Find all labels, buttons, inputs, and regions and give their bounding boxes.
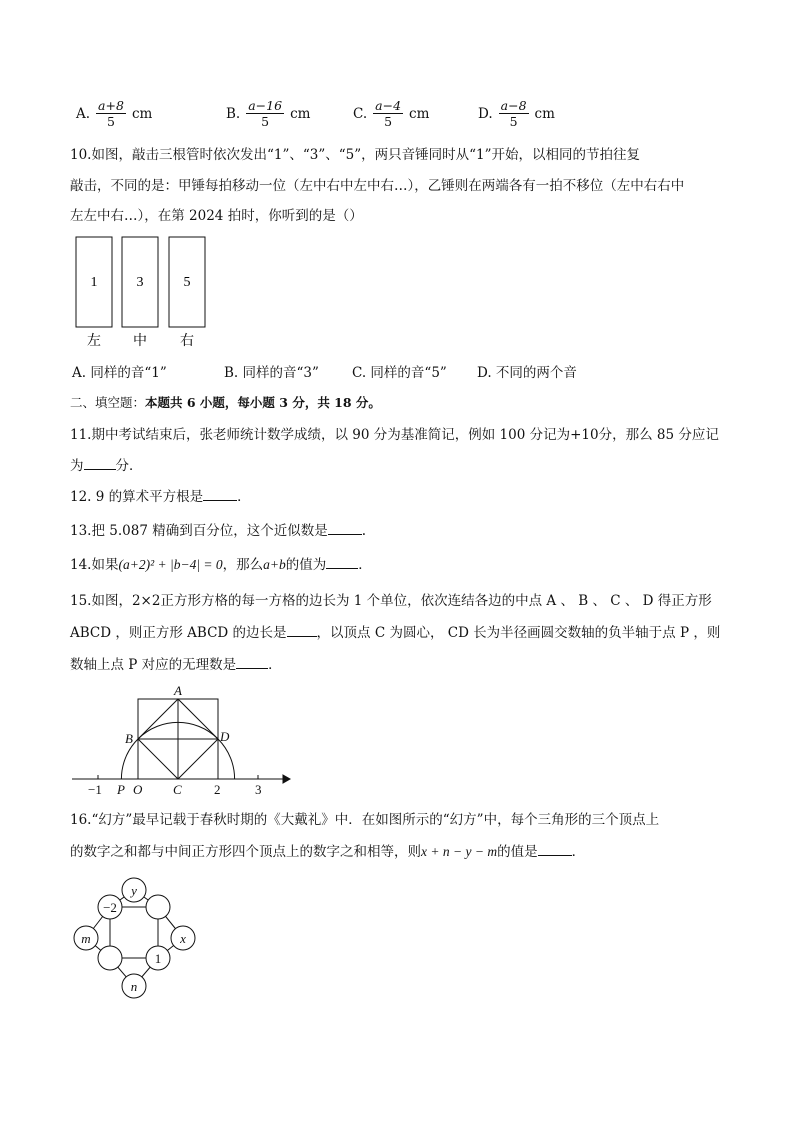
- tick-label: −1: [88, 782, 102, 797]
- point-o-label: O: [133, 782, 143, 797]
- tube-right-value: 5: [183, 275, 191, 290]
- q9-option-b[interactable]: B. $\frac{a-16}{5}$ cm: [226, 98, 311, 129]
- answer-blank[interactable]: [203, 486, 237, 501]
- fraction: $\frac{a+8}{5}$: [98, 98, 124, 129]
- q9-option-d[interactable]: D. $\frac{a-8}{5}$ cm: [478, 98, 555, 129]
- answer-blank[interactable]: [236, 654, 268, 669]
- q10-option-b[interactable]: B. 同样的音“3”: [224, 365, 319, 381]
- answer-blank[interactable]: [538, 841, 572, 856]
- circle-node: [98, 946, 122, 970]
- circle-node: [146, 895, 170, 919]
- q11-text-line-2: 为 分．: [70, 455, 143, 476]
- point-d-label: D: [220, 729, 230, 744]
- node-label-x: x: [180, 931, 186, 946]
- node-label-n: n: [130, 979, 138, 994]
- answer-blank[interactable]: [326, 554, 358, 569]
- point-a-label: A: [174, 683, 182, 698]
- node-label-minus2: −2: [103, 900, 117, 915]
- fraction: $\frac{a-4}{5}$: [375, 98, 402, 129]
- magic-square-figure: [70, 872, 202, 1000]
- tick-label: 2: [214, 782, 221, 797]
- tube-right-label: 右: [180, 334, 194, 349]
- q15-text-line-3: 数轴上点 P 对应的无理数是 ．: [70, 654, 282, 675]
- q10-text-line-1: 10.如图，敲击三根管时依次发出“1”、“3”、“5”，两只音锤同时从“1”开始，以相同的节拍往复: [70, 147, 641, 163]
- arrow-icon: [283, 775, 290, 783]
- section-2-heading: 二、填空题：本题共 6 小题，每小题 3 分，共 18 分。: [70, 395, 381, 410]
- point-c-label: C: [173, 782, 182, 797]
- q16-expression: x + n − y − m: [421, 844, 498, 859]
- q9-option-a[interactable]: A. $\frac{a+8}{5}$ cm: [76, 98, 153, 129]
- q14-equation: (a+2)² + |b−4| = 0: [118, 557, 223, 572]
- tube-middle-value: 3: [136, 275, 144, 290]
- node-label-y: y: [131, 883, 137, 898]
- q10-option-d[interactable]: D. 不同的两个音: [477, 365, 577, 381]
- q14-expression: a+b: [263, 557, 286, 572]
- q15-text-line-1: 15.如图，2×2正方形方格的每一方格的边长为 1 个单位，依次连结各边的中点 A 、 B 、 C 、 D 得正方形: [70, 593, 712, 609]
- node-label-1: 1: [154, 951, 162, 966]
- node-label-m: m: [81, 931, 91, 946]
- q16-text-line-2: 的数字之和都与中间正方形四个顶点上的数字之和相等，则x + n − y − m的值是 ．: [70, 841, 585, 862]
- q10-text-line-3: 左左中右…），在第 2024 拍时，你听到的是（）: [70, 208, 363, 224]
- q11-text-line-1: 11.期中考试结束后，张老师统计数学成绩，以 90 分为基准简记，例如 100 分记为+10分，那么 85 分应记: [70, 427, 719, 443]
- tube-left-label: 左: [87, 334, 101, 349]
- q14-text: 14.如果(a+2)² + |b−4| = 0，那么a+b的值为 ．: [70, 554, 372, 575]
- fraction: $\frac{a-16}{5}$: [248, 98, 283, 129]
- q10-text-line-2: 敲击，不同的是：甲锤每拍移动一位（左中右中左中右…），乙锤则在两端各有一拍不移位（左中右右中: [70, 178, 685, 194]
- tube-left-value: 1: [90, 275, 98, 290]
- point-b-label: B: [125, 731, 133, 746]
- q12-text: 12. 9 的算术平方根是 ．: [70, 486, 251, 507]
- q9-option-c[interactable]: C. $\frac{a-4}{5}$ cm: [353, 98, 430, 129]
- answer-blank[interactable]: [84, 455, 116, 470]
- q16-text-line-1: 16.“幻方”最早记载于春秋时期的《大戴礼》中．在如图所示的“幻方”中，每个三角形的三个顶点上: [70, 812, 660, 828]
- tube-middle-label: 中: [133, 334, 147, 349]
- q15-figure: [68, 680, 293, 798]
- tick-label: 3: [255, 782, 262, 797]
- answer-blank[interactable]: [328, 520, 362, 535]
- q10-option-c[interactable]: C. 同样的音“5”: [352, 365, 447, 381]
- q15-text-line-2: ABCD ，则正方形 ABCD 的边长是 ，以顶点 C 为圆心， CD 长为半径画圆交数轴的负半轴于点 P ，则: [70, 622, 720, 643]
- q13-text: 13.把 5.087 精确到百分位，这个近似数是 .: [70, 520, 366, 541]
- fraction: $\frac{a-8}{5}$: [500, 98, 527, 129]
- q10-option-a[interactable]: A. 同样的音“1”: [72, 365, 167, 381]
- point-p-label: P: [117, 782, 125, 797]
- tubes-figure: [70, 232, 220, 350]
- answer-blank[interactable]: [287, 622, 317, 637]
